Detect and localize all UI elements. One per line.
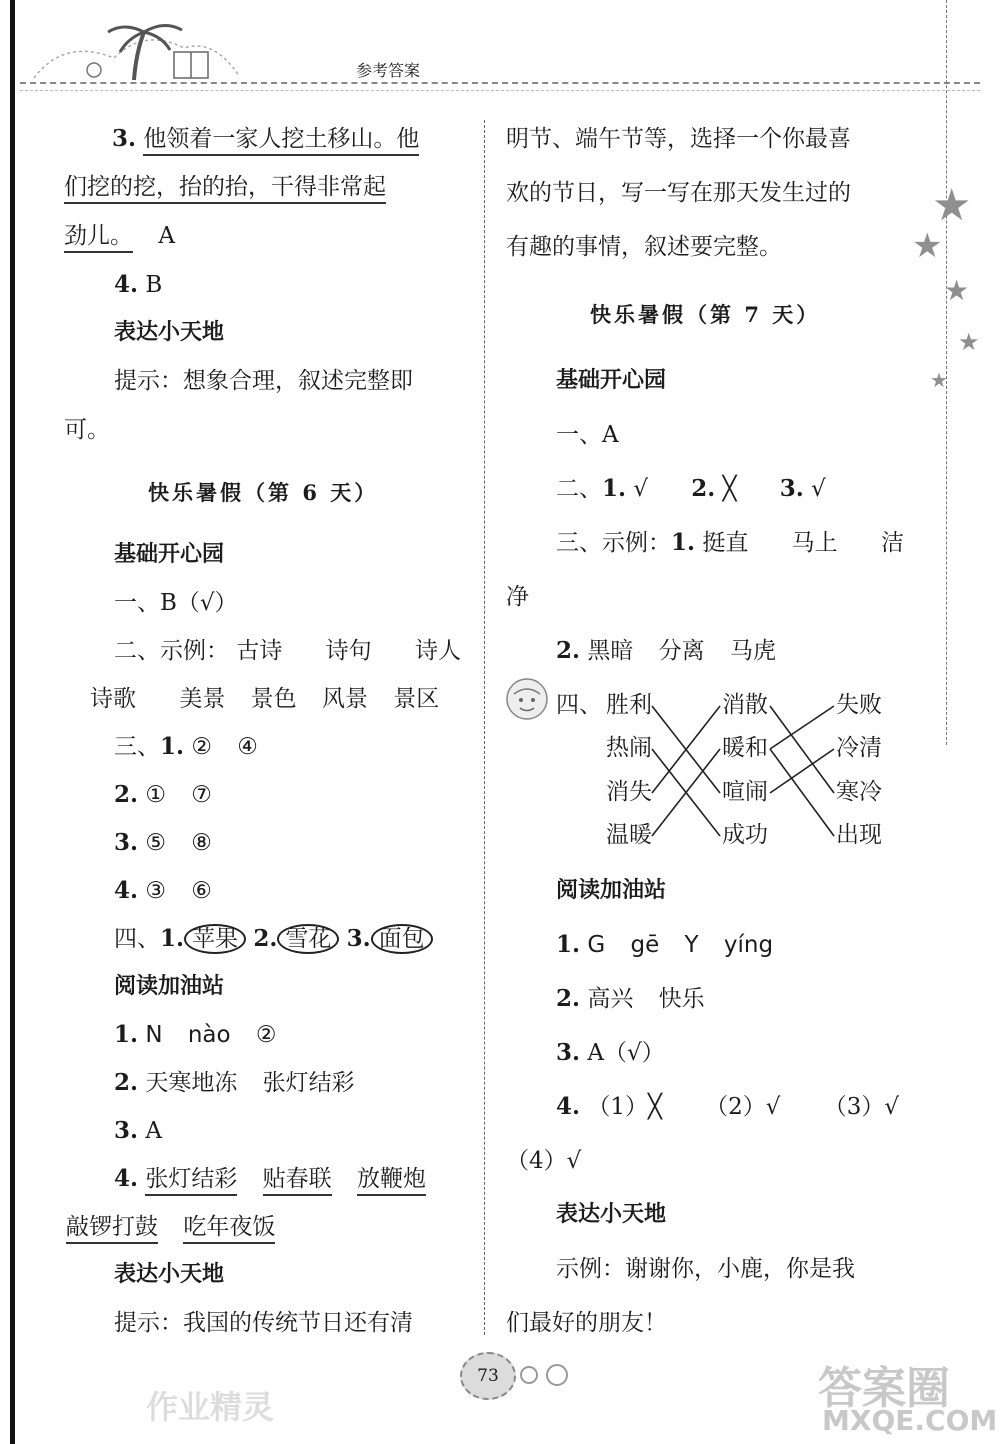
right-basic-heading: 基础开心园	[556, 368, 667, 393]
right-reading-heading: 阅读加油站	[556, 878, 667, 903]
left-hint2-line1: 提示：我国的传统节日还有清	[114, 1310, 413, 1336]
right-s3-line2: 净	[506, 584, 529, 610]
match-col2-item: 暖和	[722, 735, 768, 761]
match-col1-item: 消失	[606, 779, 652, 805]
right-s2: 二、1. √ 2. ╳ 3. √	[556, 475, 826, 502]
left-q3-line3: 劲儿。 A	[64, 221, 175, 251]
check-mark: √	[811, 476, 826, 502]
right-r2: 2. 高兴 快乐	[556, 985, 705, 1012]
right-cont-line2: 欢的节日，写一写在那天发生过的	[506, 180, 851, 206]
match-col3-item: 失败	[836, 692, 882, 718]
match-line	[770, 749, 834, 793]
left-hint-line1: 提示：想象合理，叙述完整即	[114, 368, 413, 394]
right-r4-line1: 4. （1）╳ （2）√ （3）√	[556, 1093, 900, 1120]
right-s3-line3: 2. 黑暗 分离 马虎	[556, 637, 776, 664]
check-mark: √	[884, 1094, 900, 1120]
watermark-site: MXQE.COM	[822, 1404, 998, 1437]
right-s1: 一、A	[556, 422, 619, 448]
right-express-heading: 表达小天地	[556, 1202, 667, 1227]
right-s4-prefix: 四、	[556, 692, 602, 718]
mascot-icon	[504, 676, 550, 722]
left-s2-line1: 二、示例： 古诗 诗句 诗人	[114, 638, 461, 664]
left-s3-item1: 三、1. ② ④	[114, 733, 258, 760]
match-col3-item: 冷清	[836, 735, 882, 761]
match-col2-item: 喧闹	[722, 779, 768, 805]
left-r1: 1. N nào ②	[114, 1021, 277, 1048]
left-r3: 3. A	[114, 1117, 162, 1144]
left-q3-line2: 们挖的挖，抬的抬，干得非常起	[64, 172, 386, 202]
left-s3-item2: 2. ① ⑦	[114, 781, 212, 808]
matching-lines	[640, 690, 840, 850]
left-s1: 一、B（√）	[114, 590, 238, 616]
star-icon: ★	[930, 368, 948, 392]
left-s3-item3: 3. ⑤ ⑧	[114, 829, 212, 856]
left-hint-line2: 可。	[64, 417, 110, 443]
circled-word: 雪花	[277, 924, 339, 954]
check-mark: √	[566, 1148, 582, 1174]
left-s3-item4: 4. ③ ⑥	[114, 877, 212, 904]
star-icon: ★	[958, 328, 980, 356]
left-express-heading: 表达小天地	[114, 320, 225, 345]
match-line	[770, 749, 834, 836]
star-icon: ★	[944, 274, 970, 307]
left-s4: 四、1. 苹果 2. 雪花 3. 面包	[114, 924, 433, 954]
match-line	[770, 706, 834, 793]
match-col2-item: 成功	[722, 822, 768, 848]
match-col1-item: 温暖	[606, 822, 652, 848]
right-r3: 3. A（√）	[556, 1039, 665, 1066]
header-title: 参考答案	[356, 61, 421, 80]
left-express2-heading: 表达小天地	[114, 1262, 225, 1287]
left-r2: 2. 天寒地冻 张灯结彩	[114, 1069, 355, 1096]
check-mark: √	[765, 1094, 781, 1120]
watermark-bottom-left: 作业精灵	[146, 1388, 275, 1426]
left-reading-heading: 阅读加油站	[114, 974, 225, 999]
left-r4-line1: 4. 张灯结彩 贴春联 放鞭炮	[114, 1164, 426, 1194]
palm-tree-icon	[24, 18, 244, 84]
left-basic-heading: 基础开心园	[114, 542, 225, 567]
right-r4-line2: （4）√	[506, 1148, 582, 1174]
page-number: 73	[460, 1352, 516, 1400]
match-col3-item: 寒冷	[836, 779, 882, 805]
header-divider	[20, 82, 980, 84]
day7-title: 快乐暑假（第 7 天）	[590, 302, 821, 327]
cross-mark: ╳	[647, 1094, 662, 1120]
star-icon: ★	[932, 180, 972, 231]
header-divider-secondary	[20, 90, 980, 91]
left-s2-line2: 诗歌 美景 景色 风景 景区	[90, 686, 440, 712]
right-cont-line3: 有趣的事情，叙述要完整。	[506, 234, 782, 260]
decor-ring	[546, 1364, 568, 1386]
star-icon: ★	[912, 226, 943, 266]
right-cont-line1: 明节、端午节等，选择一个你最喜	[506, 126, 851, 152]
left-q3-line1: 3. 他领着一家人挖土移山。他	[112, 124, 419, 154]
left-r4-line2: 敲锣打鼓 吃年夜饭	[66, 1212, 275, 1242]
right-s3-line1: 三、示例：1. 挺直 马上 洁	[556, 529, 904, 556]
match-col2-item: 消散	[722, 692, 768, 718]
match-col1-item: 胜利	[606, 692, 652, 718]
circled-word: 苹果	[184, 924, 246, 954]
left-q4: 4. B	[114, 271, 163, 298]
day6-title: 快乐暑假（第 6 天）	[148, 480, 379, 505]
decor-ring	[520, 1366, 538, 1384]
check-mark: √	[633, 476, 648, 502]
column-divider	[484, 120, 485, 1335]
right-ex-line1: 示例：谢谢你，小鹿，你是我	[556, 1256, 855, 1282]
circled-word: 面包	[371, 924, 433, 954]
cross-mark: ╳	[722, 476, 737, 502]
right-ex-line2: 们最好的朋友！	[506, 1310, 667, 1336]
right-r1: 1. G gē Y yíng	[556, 931, 774, 958]
match-col1-item: 热闹	[606, 735, 652, 761]
match-line	[770, 706, 834, 749]
binding-edge	[10, 0, 15, 1444]
watermark-bottom-right: 答案圈	[818, 1363, 950, 1414]
match-col3-item: 出现	[836, 822, 882, 848]
